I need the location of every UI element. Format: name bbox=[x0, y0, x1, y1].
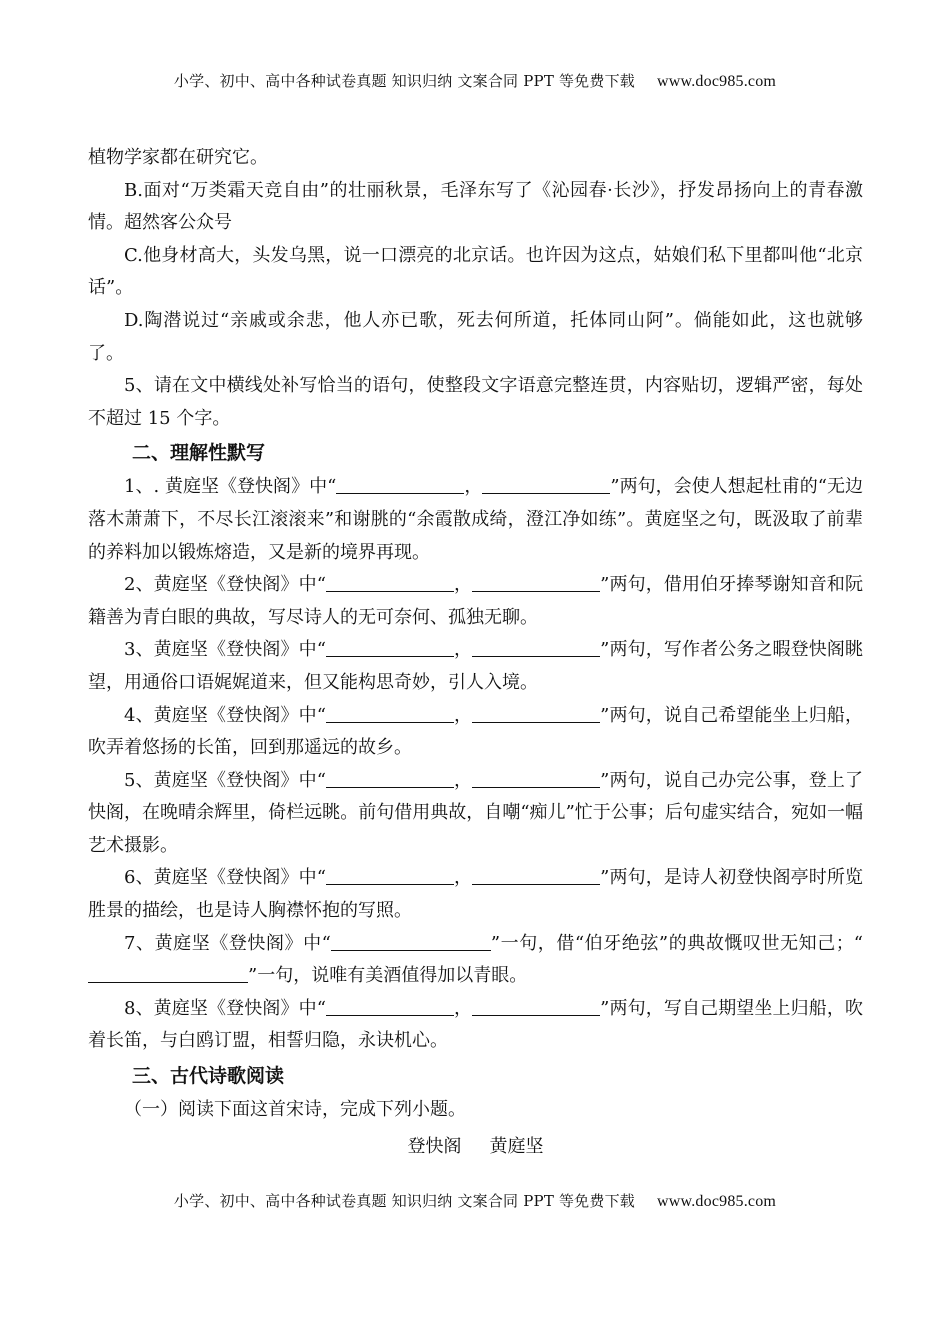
blank-3a[interactable] bbox=[326, 638, 454, 657]
blank-7a[interactable] bbox=[331, 932, 491, 951]
dictation-q4: 4、黄庭坚《登快阁》中“ ， ”两句，说自己希望能坐上归船，吹弄着悠扬的长笛，回到那遥远的故乡。 bbox=[88, 704, 864, 759]
section-3-title: 三、古代诗歌阅读 bbox=[132, 1065, 285, 1088]
blank-2a[interactable] bbox=[326, 573, 454, 592]
blank-1b[interactable] bbox=[482, 475, 610, 494]
option-a-tail: 植物学家都在研究它。 bbox=[88, 147, 268, 168]
blank-4b[interactable] bbox=[472, 704, 600, 723]
section-3-instruction: （一）阅读下面这首宋诗，完成下列小题。 bbox=[124, 1099, 466, 1121]
footer-text: 小学、初中、高中各种试卷真题 知识归纳 文案合同 PPT 等免费下载 bbox=[173, 1192, 635, 1210]
dictation-q2: 2、黄庭坚《登快阁》中“ ， ”两句，借用伯牙捧琴谢知音和阮籍善为青白眼的典故，写尽诗人的无可奈何、孤独无聊。 bbox=[88, 574, 864, 628]
header-text: 小学、初中、高中各种试卷真题 知识归纳 文案合同 PPT 等免费下载 bbox=[173, 72, 635, 90]
dictation-q1: 1、. 黄庭坚《登快阁》中“ ， ”两句，会使人想起杜甫的“无边落木萧萧下，不尽长江滚滚来”和谢朓的“余霞散成绮，澄江净如练”。黄庭坚之句，既汲取了前辈的养料加以锻炼熔造，又是新的境界再现。 bbox=[88, 476, 864, 563]
blank-8a[interactable] bbox=[326, 997, 454, 1016]
document-body bbox=[88, 142, 863, 1163]
poem-author: 黄庭坚 bbox=[489, 1135, 544, 1157]
blank-3b[interactable] bbox=[472, 638, 600, 657]
blank-5a[interactable] bbox=[326, 769, 454, 788]
option-b: B.面对“万类霜天竞自由”的壮丽秋景，毛泽东写了《沁园春·长沙》，抒发昂扬向上的青春激情。超然客公众号 bbox=[88, 179, 863, 234]
blank-1a[interactable] bbox=[336, 475, 464, 494]
dictation-q3: 3、黄庭坚《登快阁》中“ ， ”两句，写作者公务之暇登快阁眺望，用通俗口语娓娓道来，但又能构思奇妙，引人入境。 bbox=[88, 639, 864, 693]
poem-heading bbox=[88, 1131, 863, 1164]
blank-6a[interactable] bbox=[326, 866, 454, 885]
page-footer bbox=[0, 1190, 950, 1211]
header-url[interactable]: www.doc985.com bbox=[657, 73, 777, 90]
dictation-q5: 5、黄庭坚《登快阁》中“ ， ”两句，说自己办完公事，登上了快阁，在晚晴余辉里，倚栏远眺。前句借用典故，自嘲“痴儿”忙于公事；后句虚实结合，宛如一幅艺术摄影。 bbox=[88, 769, 864, 856]
dictation-q8: 8、黄庭坚《登快阁》中“ ， ”两句，写自己期望坐上归船，吹着长笛，与白鸥订盟，相誓归隐，永诀机心。 bbox=[88, 997, 864, 1052]
blank-4a[interactable] bbox=[326, 704, 454, 723]
page-header bbox=[0, 70, 950, 91]
blank-6b[interactable] bbox=[472, 866, 600, 885]
section-2-title: 二、理解性默写 bbox=[132, 442, 266, 465]
option-d: D.陶潜说过“亲戚或余悲，他人亦已歌，死去何所道，托体同山阿”。倘能如此，这也就够了。 bbox=[88, 309, 863, 364]
question-5: 5、请在文中横线处补写恰当的语句，使整段文字语意完整连贯，内容贴切，逻辑严密，每处不超过 15 个字。 bbox=[88, 375, 863, 429]
blank-8b[interactable] bbox=[472, 997, 600, 1016]
option-c: C.他身材高大，头发乌黑，说一口漂亮的北京话。也许因为这点，姑娘们私下里都叫他“北京话”。 bbox=[88, 244, 863, 299]
blank-7b[interactable] bbox=[88, 964, 248, 983]
poem-title: 登快阁 bbox=[407, 1135, 462, 1157]
dictation-q7: 7、黄庭坚《登快阁》中“ ”一句，借“伯牙绝弦”的典故慨叹世无知己；“”一句，说唯有美酒值得加以青眼。 bbox=[88, 928, 863, 993]
blank-5b[interactable] bbox=[472, 769, 600, 788]
dictation-q6: 6、黄庭坚《登快阁》中“ ， ”两句，是诗人初登快阁亭时所览胜景的描绘，也是诗人胸襟怀抱的写照。 bbox=[88, 867, 864, 922]
footer-url[interactable]: www.doc985.com bbox=[657, 1193, 777, 1210]
blank-2b[interactable] bbox=[472, 573, 600, 592]
